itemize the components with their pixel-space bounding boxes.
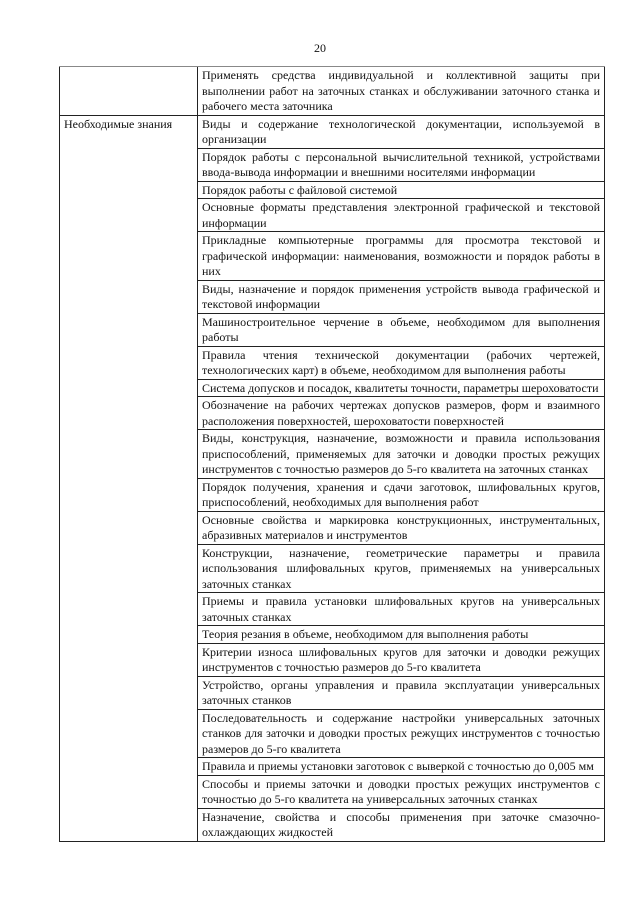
requirement-cell: Машиностроительное черчение в объеме, необходимом для выполнения работы xyxy=(198,313,605,346)
requirement-cell: Последовательность и содержание настройки универсальных заточных станков для заточки и доводки простых режущих инструментов с точностью размеров до 5-го квалитета xyxy=(198,709,605,758)
requirement-cell: Способы и приемы заточки и доводки простых режущих инструментов с точностью до 5-го квалитета на универсальных заточных станках xyxy=(198,775,605,808)
section-label-cell xyxy=(60,199,198,232)
table-row xyxy=(60,115,605,148)
section-label-cell xyxy=(60,593,198,626)
table-row xyxy=(60,676,605,709)
page-number: 20 xyxy=(314,41,326,55)
knowledge-table xyxy=(59,66,605,842)
table-row xyxy=(60,280,605,313)
requirement-cell: Назначение, свойства и способы применения при заточке смазочно-охлаждающих жидкостей xyxy=(198,808,605,841)
section-label-cell xyxy=(60,626,198,644)
table-row xyxy=(60,626,605,644)
requirement-cell: Обозначение на рабочих чертежах допусков размеров, форм и взаимного расположения поверхностей, шероховатости поверхностей xyxy=(198,397,605,430)
table-row xyxy=(60,379,605,397)
requirement-cell: Основные форматы представления электронной графической и текстовой информации xyxy=(198,199,605,232)
section-label-cell: Необходимые знания xyxy=(60,115,198,148)
requirement-cell: Критерии износа шлифовальных кругов для заточки и доводки режущих инструментов с точностью размеров до 5-го квалитета xyxy=(198,643,605,676)
table-top-rule xyxy=(59,66,605,67)
requirement-cell: Теория резания в объеме, необходимом для выполнения работы xyxy=(198,626,605,644)
table-row xyxy=(60,430,605,479)
table-row xyxy=(60,397,605,430)
table-row xyxy=(60,313,605,346)
table-row xyxy=(60,544,605,593)
requirement-cell: Правила и приемы установки заготовок с выверкой с точностью до 0,005 мм xyxy=(198,758,605,776)
requirement-cell: Порядок работы с файловой системой xyxy=(198,181,605,199)
table-row xyxy=(60,67,605,116)
table-body xyxy=(60,67,605,842)
table-row xyxy=(60,758,605,776)
table-row xyxy=(60,643,605,676)
table-row xyxy=(60,346,605,379)
requirement-cell: Порядок работы с персональной вычислительной техникой, устройствами ввода-вывода информации и внешними носителями информации xyxy=(198,148,605,181)
section-label-cell xyxy=(60,808,198,841)
section-label-cell xyxy=(60,379,198,397)
table-row xyxy=(60,709,605,758)
section-label-cell xyxy=(60,430,198,479)
table-row xyxy=(60,181,605,199)
requirement-cell: Виды, конструкция, назначение, возможности и правила использования приспособлений, применяемых для заточки и доводки простых режущих инструментов с точностью размеров до 5-го квалитета на заточных станках xyxy=(198,430,605,479)
table-row xyxy=(60,478,605,511)
section-label-cell xyxy=(60,758,198,776)
section-label-cell xyxy=(60,232,198,281)
requirement-cell: Конструкции, назначение, геометрические параметры и правила использования шлифовальных кругов, применяемых на универсальных заточных станках xyxy=(198,544,605,593)
requirement-cell: Порядок получения, хранения и сдачи заготовок, шлифовальных кругов, приспособлений, необходимых для выполнения работ xyxy=(198,478,605,511)
section-label-cell xyxy=(60,511,198,544)
section-label-cell xyxy=(60,181,198,199)
section-label-cell xyxy=(60,709,198,758)
requirement-cell: Система допусков и посадок, квалитеты точности, параметры шероховатости xyxy=(198,379,605,397)
table-row xyxy=(60,808,605,841)
requirement-cell: Виды и содержание технологической документации, используемой в организации xyxy=(198,115,605,148)
requirement-cell: Основные свойства и маркировка конструкционных, инструментальных, абразивных материалов и инструментов xyxy=(198,511,605,544)
section-label-cell xyxy=(60,397,198,430)
section-label-cell xyxy=(60,346,198,379)
section-label-cell xyxy=(60,280,198,313)
section-label-cell xyxy=(60,313,198,346)
requirement-cell: Правила чтения технической документации (рабочих чертежей, технологических карт) в объеме, необходимом для выполнения работы xyxy=(198,346,605,379)
section-label-cell xyxy=(60,67,198,116)
table-row xyxy=(60,511,605,544)
section-label-cell xyxy=(60,478,198,511)
requirement-cell: Применять средства индивидуальной и коллективной защиты при выполнении работ на заточных станках и обслуживании заточного станка и рабочего места заточника xyxy=(198,67,605,116)
requirement-cell: Прикладные компьютерные программы для просмотра текстовой и графической информации: наименования, возможности и порядок работы в них xyxy=(198,232,605,281)
section-label-cell xyxy=(60,544,198,593)
requirement-cell: Устройство, органы управления и правила эксплуатации универсальных заточных станков xyxy=(198,676,605,709)
section-label-cell xyxy=(60,775,198,808)
requirement-cell: Приемы и правила установки шлифовальных кругов на универсальных заточных станках xyxy=(198,593,605,626)
requirement-cell: Виды, назначение и порядок применения устройств вывода графической и текстовой информации xyxy=(198,280,605,313)
section-label-cell xyxy=(60,148,198,181)
table-row xyxy=(60,593,605,626)
table-row xyxy=(60,775,605,808)
section-label-cell xyxy=(60,676,198,709)
table-row xyxy=(60,148,605,181)
table-row xyxy=(60,199,605,232)
section-label-cell xyxy=(60,643,198,676)
table-row xyxy=(60,232,605,281)
